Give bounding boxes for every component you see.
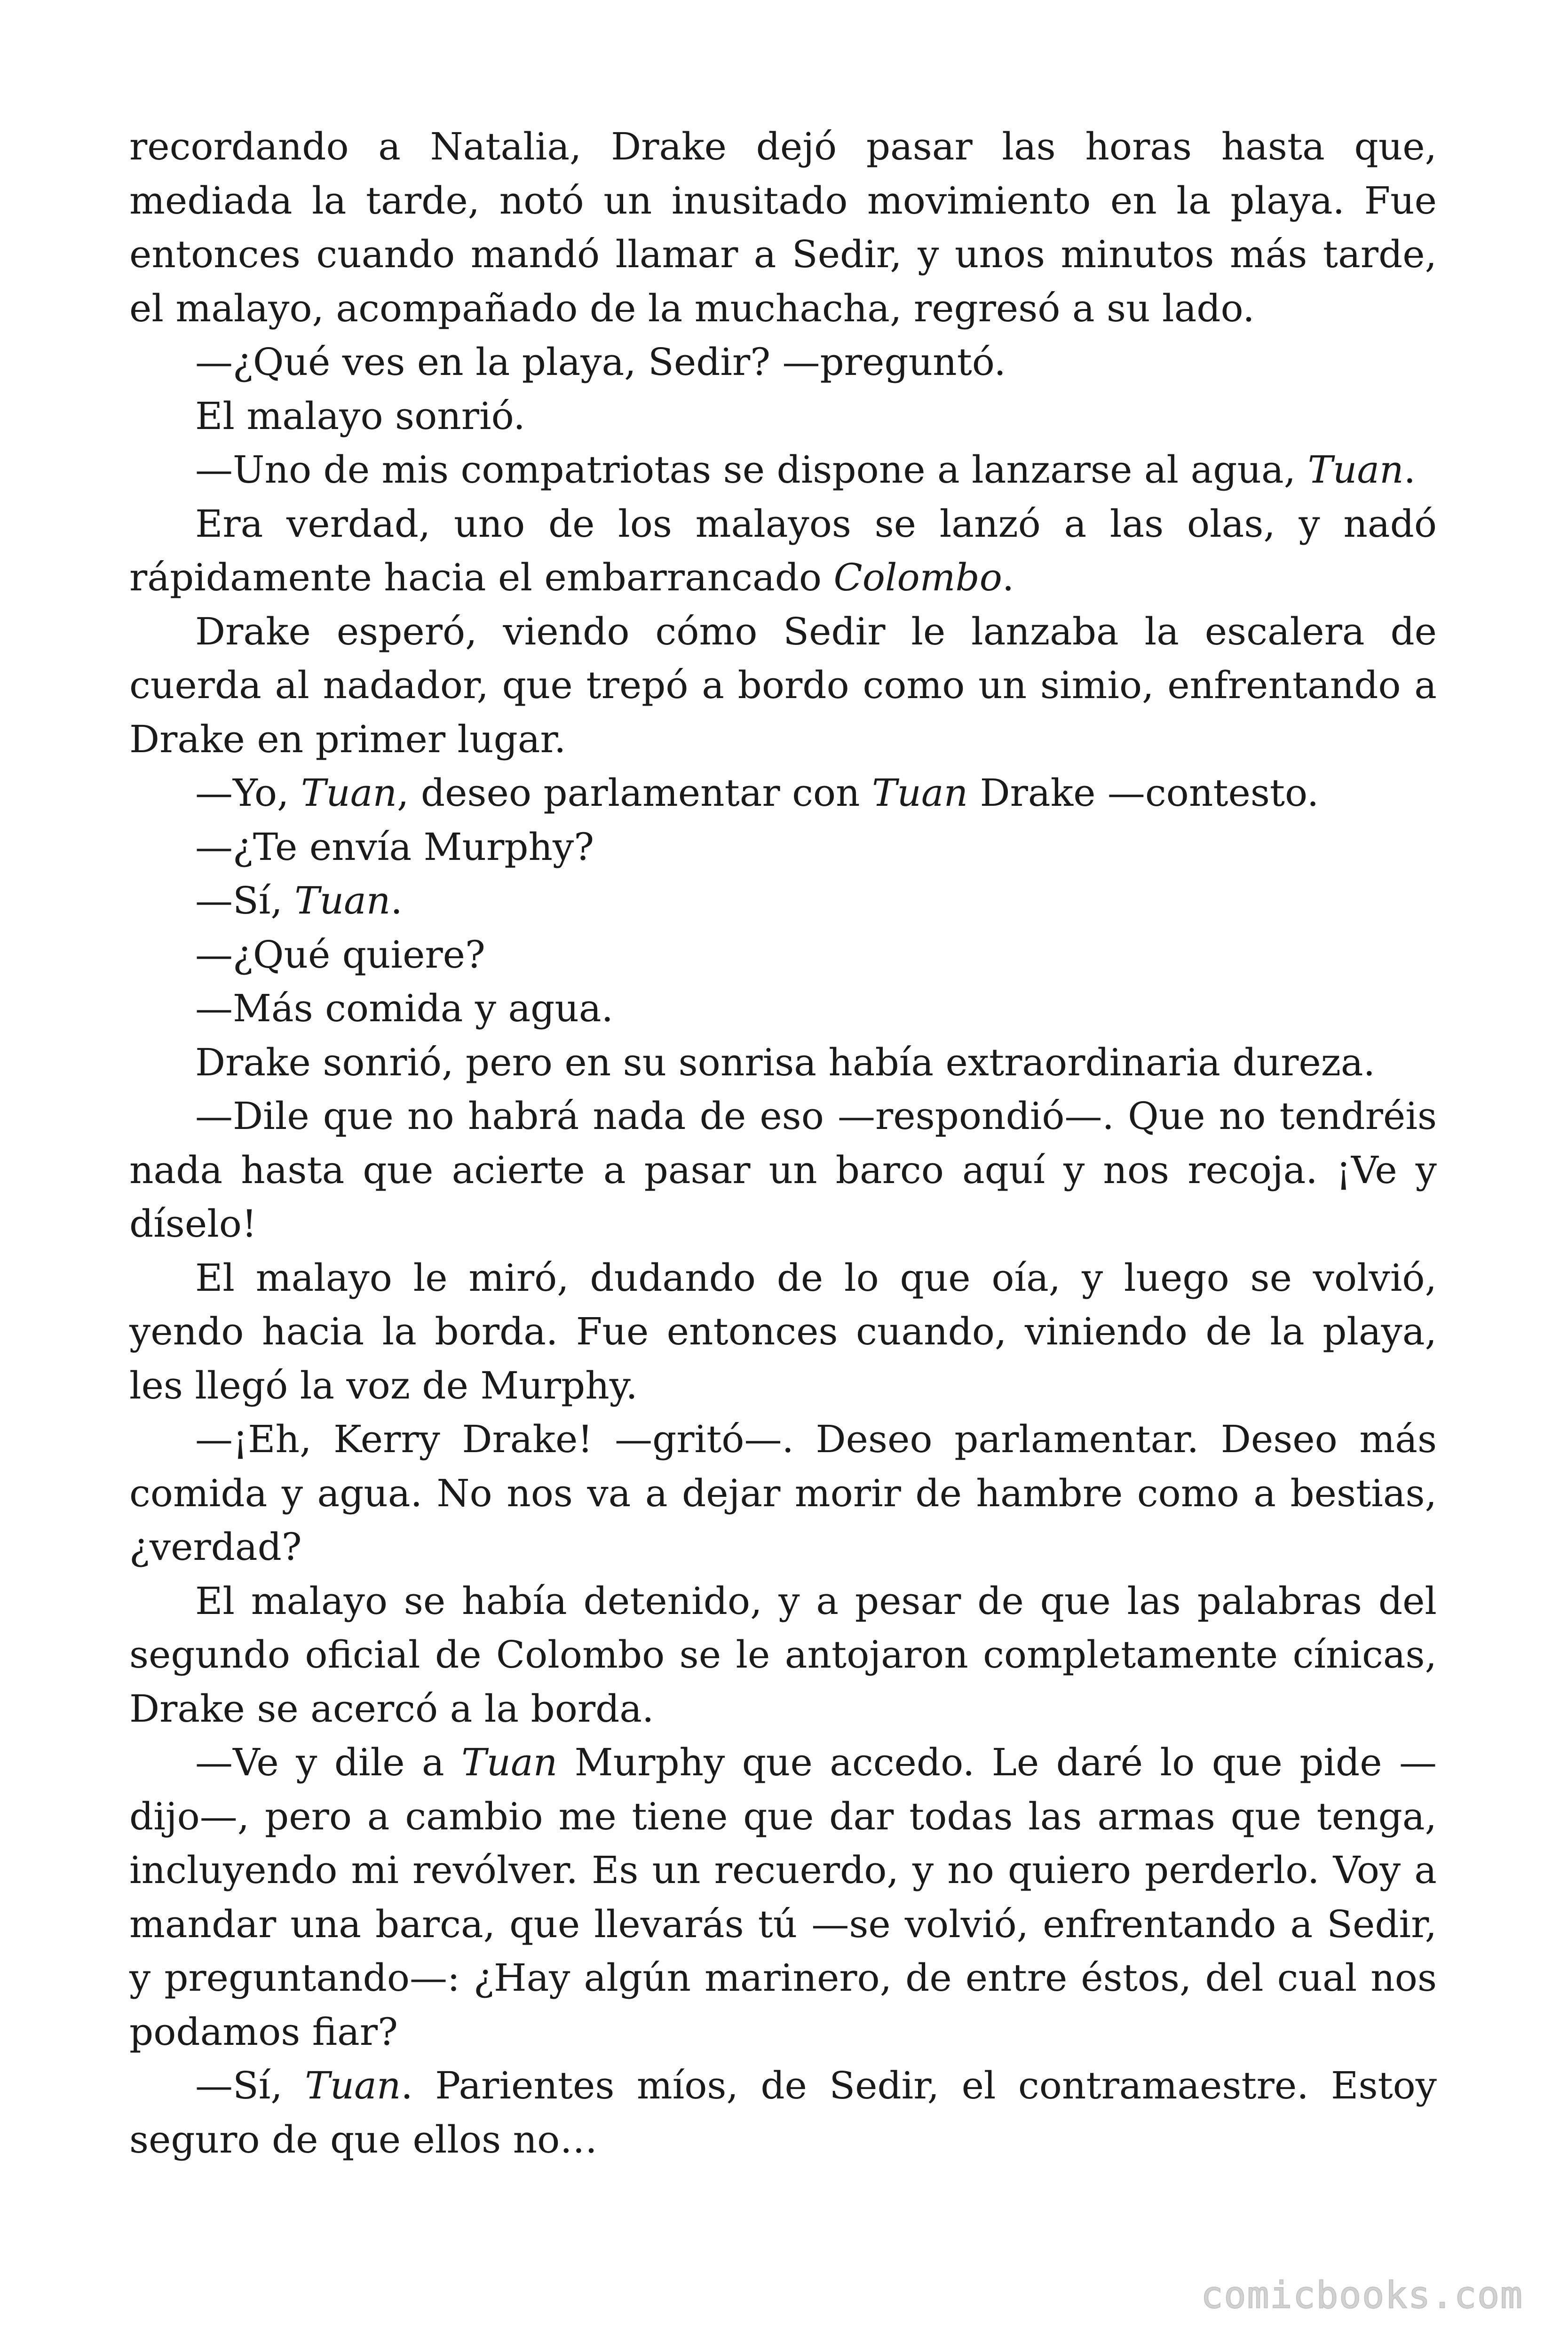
text-run: El malayo le miró, dudando de lo que oía, y luego se volvió, yendo hacia la borda. Fue entonces cuando, viniendo de la playa, les llegó la voz de Murphy. [129, 1255, 1437, 1407]
page-body [129, 120, 1437, 2167]
text-run: . [1002, 556, 1014, 599]
italic-text: Tuan [305, 2064, 401, 2107]
text-run: El malayo se había detenido, y a pesar de que las palabras del segundo oficial de Colombo se le antojaron completamente cínicas, Drake se acercó a la borda. [129, 1579, 1437, 1731]
watermark: comicbooks.com [1201, 2274, 1523, 2317]
text-run: Murphy que accedo. Le daré lo que pide —dijo—, pero a cambio me tiene que dar todas las armas que tenga, incluyendo mi revólver. Es un recuerdo, y no quiero perderlo. Voy a mandar una barca, que llevarás tú —se volvió, enfrentando a Sedir, y preguntando—: ¿Hay algún marinero, de entre éstos, del cual nos podamos fiar? [129, 1740, 1437, 2054]
paragraph [129, 605, 1437, 767]
text-run: —¡Eh, Kerry Drake! —gritó—. Deseo parlamentar. Deseo más comida y agua. No nos va a dejar morir de hambre como a bestias, ¿verdad? [129, 1417, 1437, 1569]
text-run: El malayo sonrió. [195, 394, 525, 438]
paragraph [129, 497, 1437, 605]
text-run: , deseo parlamentar con [397, 771, 872, 815]
italic-text: Tuan [1307, 448, 1404, 492]
text-run: . Parientes míos, de Sedir, el contramaestre. Estoy seguro de que ellos no… [129, 2064, 1437, 2161]
text-run: recordando a Natalia, Drake dejó pasar las horas hasta que, mediada la tarde, notó un inusitado movimiento en la playa. Fue entonces cuando mandó llamar a Sedir, y unos minutos más tarde, el malayo, acompañado de la muchacha, regresó a su lado. [129, 125, 1437, 330]
text-run: —Dile que no habrá nada de eso —respondió—. Que no tendréis nada hasta que acierte a pasar un barco aquí y nos recoja. ¡Ve y díselo! [129, 1094, 1437, 1246]
text-run: Era verdad, uno de los malayos se lanzó a las olas, y nadó rápidamente hacia el embarrancado [129, 501, 1437, 599]
text-run: Drake —contesto. [968, 771, 1319, 815]
paragraph [129, 1413, 1437, 1574]
paragraph [129, 982, 1437, 1036]
text-run: —¿Qué quiere? [195, 932, 485, 977]
paragraph [129, 874, 1437, 928]
paragraph [129, 120, 1437, 335]
paragraph [129, 335, 1437, 389]
text-run: —¿Qué ves en la playa, Sedir? —preguntó. [195, 340, 1006, 384]
text-run: —Sí, [195, 879, 295, 922]
italic-text: Tuan [461, 1740, 558, 1784]
paragraph [129, 1574, 1437, 1736]
text-run: Drake sonrió, pero en su sonrisa había extraordinaria dureza. [195, 1040, 1376, 1084]
paragraph [129, 443, 1437, 497]
italic-text: Tuan [872, 771, 968, 815]
text-run: —Más comida y agua. [195, 986, 614, 1030]
paragraph [129, 389, 1437, 444]
text-run: Drake esperó, viendo cómo Sedir le lanzaba la escalera de cuerda al nadador, que trepó a bordo como un simio, enfrentando a Drake en primer lugar. [129, 609, 1437, 761]
text-run: —Sí, [195, 2064, 305, 2107]
italic-text: Tuan [301, 771, 397, 815]
italic-text: Tuan [294, 879, 391, 922]
text-run: . [1403, 448, 1416, 492]
italic-text: Colombo [833, 556, 1002, 599]
paragraph [129, 1089, 1437, 1251]
text-run: . [390, 879, 403, 922]
paragraph [129, 1251, 1437, 1413]
text-run: —Ve y dile a [195, 1740, 462, 1784]
paragraph [129, 1036, 1437, 1090]
paragraph [129, 1736, 1437, 2059]
text-run: —¿Te envía Murphy? [195, 825, 594, 869]
paragraph [129, 2059, 1437, 2167]
text-run: —Yo, [195, 771, 301, 815]
paragraph [129, 820, 1437, 874]
paragraph [129, 928, 1437, 982]
paragraph [129, 766, 1437, 820]
text-run: —Uno de mis compatriotas se dispone a lanzarse al agua, [195, 448, 1308, 492]
